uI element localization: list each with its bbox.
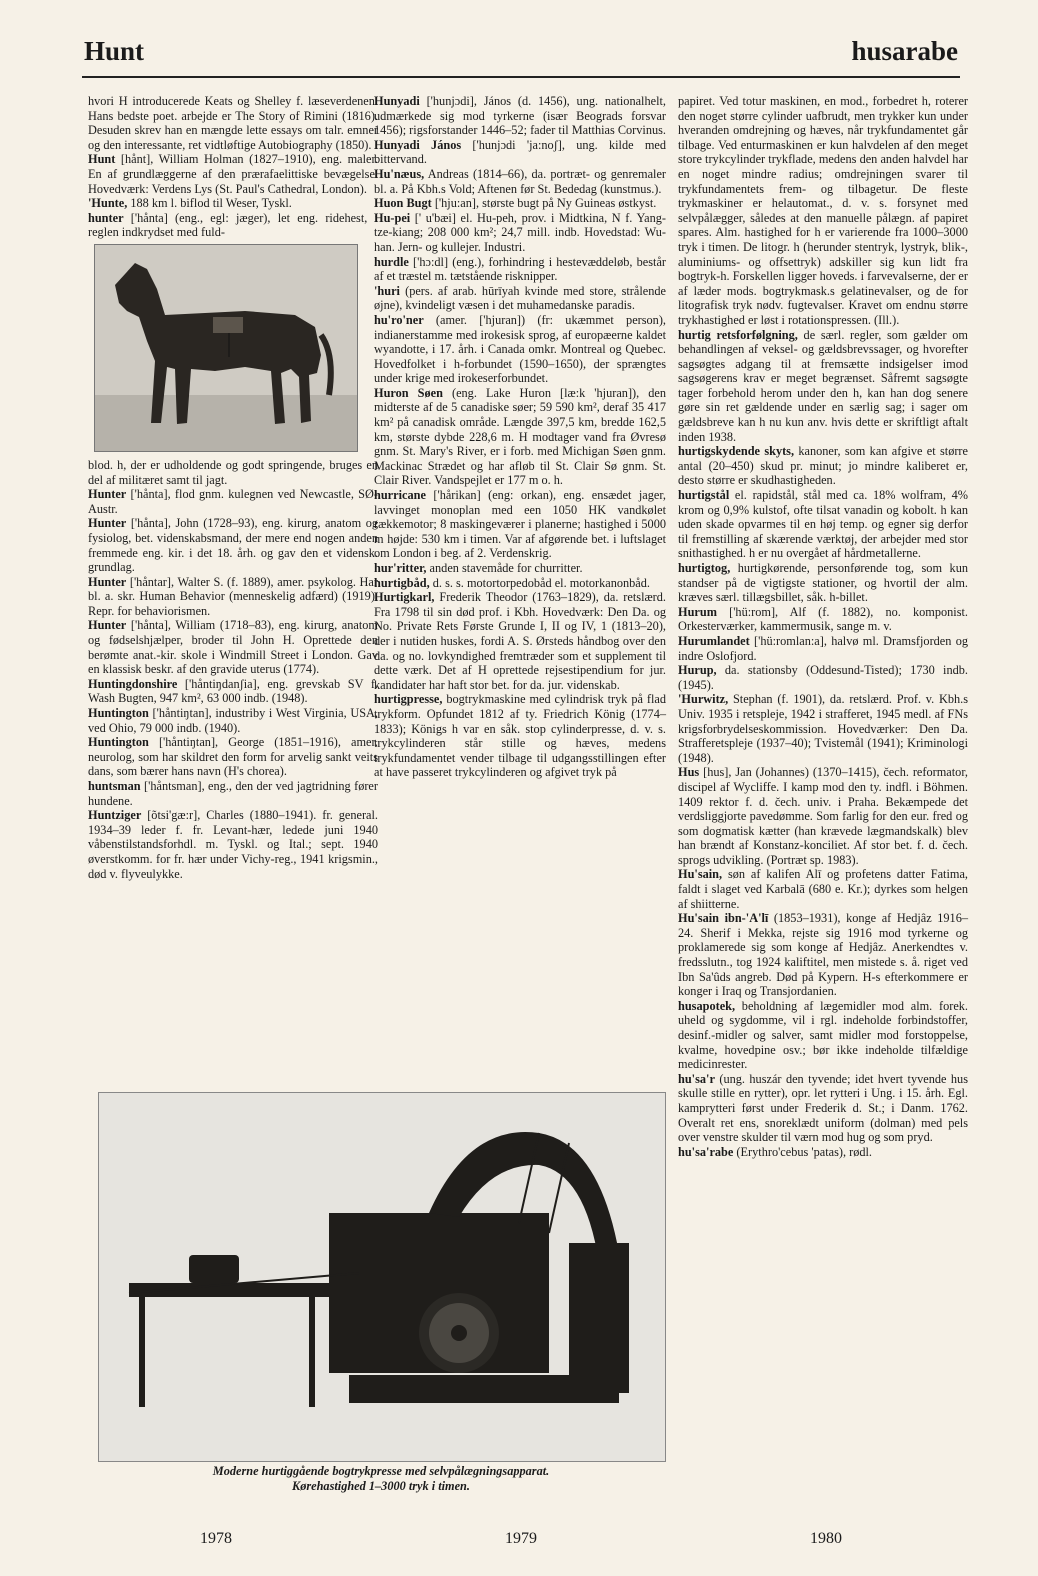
entry-headword: Hurum <box>678 604 717 619</box>
entry-headword: hu'sa'rabe <box>678 1144 734 1159</box>
entry-headword: hurricane <box>374 488 426 503</box>
horse-illustration <box>95 245 357 451</box>
entry <box>374 313 666 386</box>
entry-headword: hurtigskydende skyts, <box>678 444 795 459</box>
entry-text: hurtigkørende, personførende tog, som kun standser på de vigtigste stationer, og hvortil der alm. kræves særl. tillægsbillet, såk. h-billet. <box>678 561 968 605</box>
entry <box>88 211 378 240</box>
entry-headword: hunter <box>88 210 124 225</box>
caption-line-1: Moderne hurtiggående bogtrykpresse med selvpålægningsapparat. <box>212 1464 550 1478</box>
entry-headword: Hunter <box>88 516 127 531</box>
entry <box>678 692 968 765</box>
entry-text: ['håntar], Walter S. (f. 1889), amer. psykolog. Har bl. a. skr. Human Behavior (menneskelig adfærd) (1919). Repr. for behaviorismen. <box>88 574 378 618</box>
entry <box>88 94 378 152</box>
entry-text: blod. h, der er udholdende og godt springende, bruges en del af militæret samt til jagt. <box>88 457 378 487</box>
entry-text: el. rapidstål, stål med ca. 18% wolfram, 4% krom og 0,9% kulstof, ofte tilsat vanadin og kobolt. h kan uden skade opvarmes til en høj temp. og egner sig derfor til fremstilling af skærende værktøj, der arbejder med stor snithastighed. h er nu overgået af hårdmetallerne. <box>678 488 968 561</box>
entry-headword: Hunyadi <box>374 94 420 108</box>
entry <box>88 779 378 808</box>
entry <box>678 663 968 692</box>
entry <box>374 386 666 488</box>
entry-text: anden stavemåde for churritter. <box>426 561 583 575</box>
entry-headword: huntsman <box>88 779 141 793</box>
entry <box>374 284 666 313</box>
figure-caption <box>98 1464 664 1494</box>
entry <box>678 911 968 999</box>
entry <box>88 575 378 619</box>
entry <box>88 677 378 706</box>
entry-headword: 'Hunte, <box>88 196 128 211</box>
entry <box>374 211 666 255</box>
entry <box>88 516 378 574</box>
entry-headword: Huntington <box>88 706 149 721</box>
entry <box>678 765 968 867</box>
entry-headword: Hunter <box>88 574 127 589</box>
entry-text: søn af kalifen Alī og profetens datter Fatima, faldt i slaget ved Karbalā (680 e. Kr.); dyrkes som helgen af shiitterne. <box>678 867 968 911</box>
entry-text: ['hunjɔdi 'ja:noʃ], ung. kilde med bittervand. <box>374 137 666 167</box>
entry-text: bogtrykmaskine med cylindrisk tryk på flad trykform. Opfundet 1812 af ty. Friedrich König (1774–1833); Königs h var en såk. stop cylinderpresse, d. v. s. trykcylinderen står stille og hæves, medens trykfundamentet vender tilbage til udgangsstillingen efter at have passeret trykcylinderen og afgivet tryk på <box>374 692 666 780</box>
entry-text: ['hånta] (eng., egl: jæger), let eng. ridehest, i reglen indkrydset med fuld- <box>88 210 378 240</box>
entry <box>88 735 378 779</box>
column-3 <box>678 94 968 1159</box>
entry <box>678 328 968 445</box>
entry-text: ['håntiŋdanʃia], eng. grevskab SV f. Wash Bugten, 947 km², 63 000 indb. (1948). <box>88 676 378 706</box>
entry-text: (Erythro'cebus 'patas), rødl. <box>733 1144 872 1159</box>
entry-headword: Huon Bugt <box>374 196 432 211</box>
entry-text: ['håntiŋtan], George (1851–1916), amer. neurolog, som har skildret den form for arvelig sankt veits dans, som bærer hans navn (H's chorea). <box>88 735 378 779</box>
entry <box>88 618 378 676</box>
entry <box>678 999 968 1072</box>
entry-headword: Hurumlandet <box>678 633 750 648</box>
entry-text: d. s. s. motortorpedobåd el. motorkanonbåd. <box>429 575 650 590</box>
entry-text: 188 km l. biflod til Weser, Tyskl. <box>127 196 292 211</box>
entry-headword: Hu'sain, <box>678 867 723 882</box>
entry-text: [' u'bæi] el. Hu-peh, prov. i Midtkina, N f. Yang-tze-kiang; 208 000 km²; 24,7 mill. indb. Hovedstad: Wu-han. Jern- og kullejer. Industri. <box>374 210 666 254</box>
entry-text: Frederik Theodor (1763–1829), da. retslærd. Fra 1798 til sin død prof. i Kbh. Hovedværk: Den Da. og No. Private Rets Første Grunde I, II og IV, 1 (1813–20), der i nutiden huskes, fordi A. S. Ørsteds håndbog over den da. og no. lovkyndighed fremtræder som et supplement til dette værk. Det af H oprettede rejsestipendium for jur. kandidater har haft stor bet. for da. jur. videnskab. <box>374 590 666 692</box>
entry-text: (ung. huszár den tyvende; idet hvert tyvende hus skulle stille en rytter), opr. let rytteri i Ung. i 15. årh. Egl. kamprytteri først under Frederik d. St.; i Danm. 1762. Overalt ret ens, snoreklædt uniform (dolman) med pels over venstre skulder til værn mod hug og som pryd. <box>678 1071 968 1145</box>
entry-headword: hur'ritter, <box>374 561 427 575</box>
entry <box>678 634 968 663</box>
entry <box>678 561 968 605</box>
horse-photo <box>94 244 358 452</box>
entry-headword: hu'ro'ner <box>374 312 424 327</box>
entry <box>374 138 666 167</box>
entry-headword: husapotek, <box>678 998 736 1013</box>
entry <box>374 590 666 692</box>
entry <box>678 1072 968 1145</box>
entry-headword: Hunter <box>88 487 127 502</box>
entry <box>88 196 378 211</box>
column-1 <box>88 94 378 881</box>
entry-text: beholdning af lægemidler mod alm. forek. uheld og sygdomme, vil i rgl. indeholde forbindstoffer, desinf.-midler og salver, samt midler mod forstoppelse, kvalme, hovedpine osv.; bør ikke indeholde tilfældige medicinrester. <box>678 998 968 1072</box>
entry <box>88 487 378 516</box>
entry-text: (eng. Lake Huron [læ:k 'hjuran]), den midterste af de 5 canadiske søer; 59 590 km², deraf 35 417 km² på canadisk område. Længde 397,5 km, bredde 162,5 km, største dybde 228,6 m. H modtager vand fra Øvresø gnm. St. Mary's River, er i forb. med Michigan Søen gnm. Mackinac Strædet og har afløb til St. Clair Sø gnm. St. Clair River. Vandspejlet er 177 m o. h. <box>374 385 666 488</box>
column-2 <box>374 94 666 780</box>
entry-text: hvori H introducerede Keats og Shelley f. læseverdenen. Hans bedste poet. arbejde er The Story of Rimini (1816). Desuden skrev han en mængde lette essays om talr. emner og den interessante, ret vidtløftige Autobiography (1850). <box>88 94 378 152</box>
entry <box>374 94 666 138</box>
page-number-middle: 1979 <box>505 1530 537 1547</box>
entry-text: da. stationsby (Oddesund-Tisted); 1730 indb. (1945). <box>678 663 968 692</box>
entry <box>88 152 378 196</box>
entry-text: ['håntiŋtan], industriby i West Virginia, USA, ved Ohio, 79 000 indb. (1940). <box>88 706 378 735</box>
entry-headword: hu'sa'r <box>678 1071 715 1086</box>
entry-headword: 'huri <box>374 283 400 298</box>
entry-text: papiret. Ved totur maskinen, en mod., forbedret h, roterer den noget større cylinder uafbrudt, men trykker kun under hveranden omdrejning og hæves, når trykfundamentet går tilbage. Ved enturmaskinen er kun halvdelen af den meget store trykcylinder trykflade, medens den anden halvdel har en noget mindre radius; omdrejningen svarer til trykfundamentets frem- og tilbagetur. De fleste trykmaskiner er helautomat., d. v. s. forsynet med selvpålægger, således at den manuelle pålægn. af papiret spares. Alm. hastighed for h er varierende fra 1000–3000 tryk i timen. De litogr. h (herunder stentryk, lystryk, blik-, aluminiums- og offsettryk) adskiller sig kun lidt fra bogtryk-h. Forskellen ligger hoveds. i farvevalserne, der er af læder mods. bogtrykmask.s gelatinevalser, og de for litografisk tryk nødv. fugtevalser. Kravet om endnu større trykhastighed er løst i rotationspressen. (Ill.). <box>678 94 968 327</box>
header-right-guide-word: husarabe <box>851 36 958 66</box>
entry <box>374 576 666 591</box>
entry-headword: Huntziger <box>88 808 142 823</box>
entry <box>374 488 666 561</box>
entry-headword: Hunt <box>88 152 116 167</box>
entry-text: ['hü:romlan:a], halvø ml. Dramsfjorden og indre Oslofjord. <box>678 633 968 663</box>
page-number-left: 1978 <box>200 1530 232 1547</box>
entry <box>88 458 378 487</box>
entry-headword: Hus <box>678 765 700 780</box>
entry-headword: 'Hurwitz, <box>678 692 729 707</box>
entry-text: (pers. af arab. hūrīyah kvinde med store, strålende øjne), kvindeligt væsen i det muhamedanske paradis. <box>374 283 666 313</box>
entry-text: ['håntsman], eng., den der ved jagtridning fører hundene. <box>88 779 378 808</box>
entry-text: de særl. regler, som gælder om behandlingen af veksel- og gældsbrevssager, og hvorefter sagsøgtes adgang til at fremsætte indsigelser imod sagsøgerens krav er meget begrænset. Såfremt sagsøgte tager forbehold herom under den h, kan han dog senere gøre sin ret gældende under en særlig sag; i sager om gældsbreve kan h nu kun anv. hvis dette er skriftligt aftalt inden 1938. <box>678 327 968 444</box>
entry-text: ['hunjɔdi], János (d. 1456), ung. nationalhelt, udmærkede sig mod tyrkerne (især Beograds forsvar 1456); rigsforstander 1446–52; fader til Matthias Corvinus. <box>374 94 667 138</box>
entry-text: ['hånta], flod gnm. kulegnen ved Newcastle, SØ-Austr. <box>88 487 378 516</box>
entry-text: ['hɔ:dl] (eng.), forhindring i hestevæddeløb, består af et træstel m. tætstående risknipper. <box>374 254 666 284</box>
entry-headword: Huntingdonshire <box>88 676 178 691</box>
entry-headword: Hu-pei <box>374 210 411 225</box>
entry-text: ['hü:rom], Alf (f. 1882), no. komponist. Orkesterværker, kammermusik, sange m. v. <box>678 604 968 634</box>
caption-line-2: Kørehastighed 1–3000 tryk i timen. <box>292 1479 470 1493</box>
entry-text: [hånt], William Holman (1827–1910), eng. maler. En af grundlæggerne af den prærafaelittiske bevægelse. Hovedværk: Verdens Lys (St. Paul's Cathedral, London). <box>88 152 378 196</box>
entry-text: ['hånta], John (1728–93), eng. kirurg, anatom og fysiolog, bet. videnskabsmand, der mere end nogen anden fremmede eng. kir. i det 18. årh. og gav den et vidensk. grundlag. <box>88 516 378 575</box>
entry-text: [hus], Jan (Johannes) (1370–1415), čech. reformator, discipel af Wycliffe. I kamp mod den ty. indfl. i Böhmen. 1409 rektor f. d. čech. univ. i Praha. Bekæmpede det verdsliggjorte pavedømme. Som farlig for den eur. fred og som dogmatisk kætter (han krævede lægmandskalk) blev han brændt af Konstanz-konciliet. Af stor bet. f. d. čech. sprogs udvikling. (Portræt sp. 1983). <box>678 765 968 867</box>
entry <box>374 196 666 211</box>
entry-text: Stephan (f. 1901), da. retslærd. Prof. v. Kbh.s Univ. 1935 i retspleje, 1942 i strafferet, 1945 medl. af FNs krigsforbrydelseskommission. Hovedværker: Den Da. Strafferetspleje (1937–40); Tvistemål (1941); Kriminologi (1948). <box>678 692 968 765</box>
entry <box>374 255 666 284</box>
entry <box>678 1145 968 1160</box>
entry <box>374 167 666 196</box>
entry-headword: Hu'sain ibn-'A'lī <box>678 911 769 926</box>
entry <box>88 808 378 881</box>
entry <box>678 488 968 561</box>
page-header <box>0 26 1038 84</box>
entry <box>678 444 968 488</box>
entry-headword: Hunyadi János <box>374 137 462 152</box>
entry-headword: hurtigpresse, <box>374 692 443 707</box>
page-number-right: 1980 <box>810 1530 842 1547</box>
entry-headword: hurtigbåd, <box>374 575 430 590</box>
entry-headword: hurdle <box>374 254 409 269</box>
entry <box>88 706 378 735</box>
entry-headword: hurtigstål <box>678 488 730 503</box>
entry-text: [õtsi'gæ:r], Charles (1880–1941). fr. general. 1934–39 leder f. fr. Levant-hær, ledede juni 1940 våbenstilstandsforhdl. m. Tyskl. og Ital.; sept. 1940 øverstkomm. for fr. hær under Vichy-reg., 1941 krigsmin., død v. flyveulykke. <box>88 808 378 881</box>
entry-headword: hurtig retsforfølgning, <box>678 327 798 342</box>
entry <box>374 561 666 576</box>
entry-text: ['hånta], William (1718–83), eng. kirurg, anatom og fødselshjælper, broder til John H. Oprettede den berømte anat.-kir. skole i Windmill Street i London. Gav en klassisk beskr. af den gravide uterus (1774). <box>88 618 378 677</box>
entry-headword: Hunter <box>88 618 127 633</box>
entry-text: ['hårikan] (eng: orkan), eng. ensædet jager, lavvinget monoplan med een 1050 HK vandkølet rækkemotor; 8 maskingeværer i planerne; hastighed i 5000 m højde: 530 km i timen. Var af afgørende bet. i luftslaget om London i beg. af 2. Verdenskrig. <box>374 488 666 561</box>
entry-text: (1853–1931), konge af Hedjâz 1916–24. Sherif i Mekka, rejste sig 1916 mod tyrkerne og proklamerede sig som konge af Hedjâz. Anerkendtes v. fredsslutn., tog 1924 kaliftitel, men mistede s. å. riget ved Ibn Sa'ûds angreb. Død på Kypern. H-s efterkommere er konger i Iraq og Transjordanien. <box>678 911 968 999</box>
entry-headword: hurtigtog, <box>678 561 731 575</box>
entry <box>374 692 666 780</box>
entry <box>678 867 968 911</box>
header-left-guide-word: Hunt <box>84 36 145 66</box>
entry-text: Andreas (1814–66), da. portræt- og genremaler bl. a. På Kbh.s Vold; Aftenen før St. Bededag (kunstmus.). <box>374 166 666 196</box>
entry-headword: Hu'næus, <box>374 166 425 181</box>
entry <box>678 94 968 328</box>
entry-headword: Huntington <box>88 735 149 750</box>
header-rule <box>82 76 960 78</box>
entry-text: (amer. ['hjuran]) (fr: ukæmmet person), indianerstamme med irokesisk sprog, af europæerne kaldet wyandotte, i 17. årh. i Canada omkr. Montreal og Quebec. Hovedfolket i h-forbundet (1590–1650), der sprængtes under krige med irokeserforbundet. <box>374 312 666 386</box>
entry-text: ['hju:an], største bugt på Ny Guineas østkyst. <box>431 196 657 211</box>
entry-headword: Huron Søen <box>374 385 443 400</box>
printing-press-photo <box>98 1092 666 1462</box>
entry <box>678 605 968 634</box>
entry-headword: Hurup, <box>678 663 717 678</box>
entry-headword: Hurtigkarl, <box>374 590 435 605</box>
printing-press-illustration <box>99 1093 665 1461</box>
entry-text: kanoner, som kan afgive et større antal (20–450) skud pr. minut; jo mindre kaliberet er, desto større er skudhastigheden. <box>678 444 968 488</box>
